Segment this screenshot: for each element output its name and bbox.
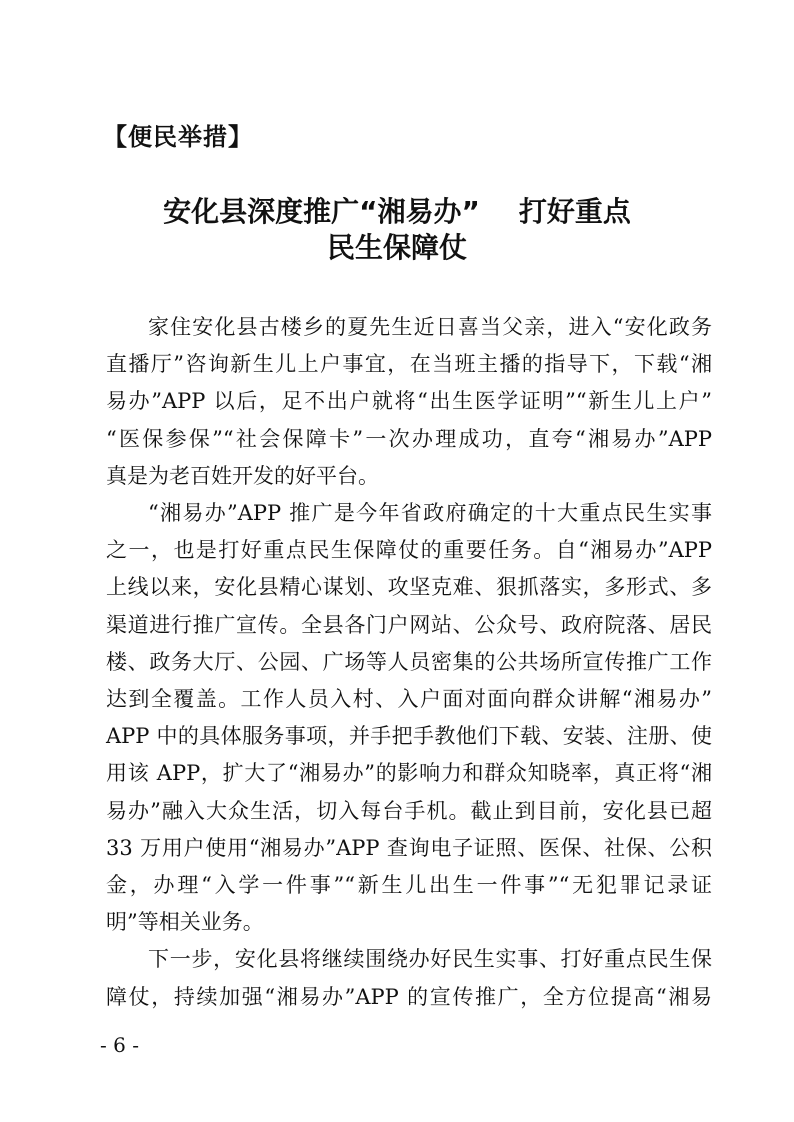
paragraph-line: 真是为老百姓开发的好平台。 [106, 463, 379, 488]
paragraph-line: 渠道进行推广宣传。全县各门户网站、公众号、政府院落、居民 [106, 612, 712, 637]
paragraph-line: 明”等相关业务。 [106, 910, 264, 935]
paragraph-line: 达到全覆盖。工作人员入村、入户面对面向群众讲解“湘易办” [106, 687, 712, 711]
paragraph-line: 之一，也是打好重点民生保障仗的重要任务。自“湘易办”APP [106, 538, 712, 563]
paragraph-line: 障仗，持续加强“湘易办”APP 的宣传推广，全方位提高“湘易 [106, 984, 712, 1009]
paragraph-line: 直播厅”咨询新生儿上户事宜，在当班主播的指导下，下载“湘 [106, 352, 712, 377]
paragraph-line: 楼、政务大厅、公园、广场等人员密集的公共场所宣传推广工作 [106, 649, 712, 674]
paragraph-line: 33 万用户使用“湘易办”APP 查询电子证照、医保、社保、公积 [106, 835, 712, 860]
paragraph-line: “医保参保”“社会保障卡”一次办理成功，直夸“湘易办”APP [106, 426, 712, 451]
paragraph-line: “湘易办”APP 推广是今年省政府确定的十大重点民生实事 [148, 501, 712, 525]
paragraph-line: 家住安化县古楼乡的夏先生近日喜当父亲，进入“安化政务 [148, 315, 712, 339]
paragraph-line: 下一步，安化县将继续围绕办好民生实事、打好重点民生保 [148, 947, 712, 972]
paragraph-line: APP 中的具体服务事项，并手把手教他们下载、安装、注册、使 [106, 724, 712, 749]
paragraph-line: 用该 APP，扩大了“湘易办”的影响力和群众知晓率，真正将“湘 [106, 761, 712, 786]
article-title-line-1: 安化县深度推广“湘易办” 打好重点 [163, 195, 631, 228]
section-tag: 【便民举措】 [103, 123, 253, 151]
paragraph-line: 金，办理“入学一件事”“新生儿出生一件事”“无犯罪记录证 [106, 873, 712, 897]
page-number: - 6 - [100, 1033, 139, 1057]
paragraph-line: 易办”融入大众生活，切入每台手机。截止到目前，安化县已超 [106, 798, 712, 823]
article-title-line-2: 民生保障仗 [326, 231, 467, 264]
paragraph-line: 上线以来，安化县精心谋划、攻坚克难、狠抓落实，多形式、多 [106, 575, 712, 600]
paragraph-line: 易办”APP 以后，足不出户就将“出生医学证明”“新生儿上户” [106, 389, 712, 414]
